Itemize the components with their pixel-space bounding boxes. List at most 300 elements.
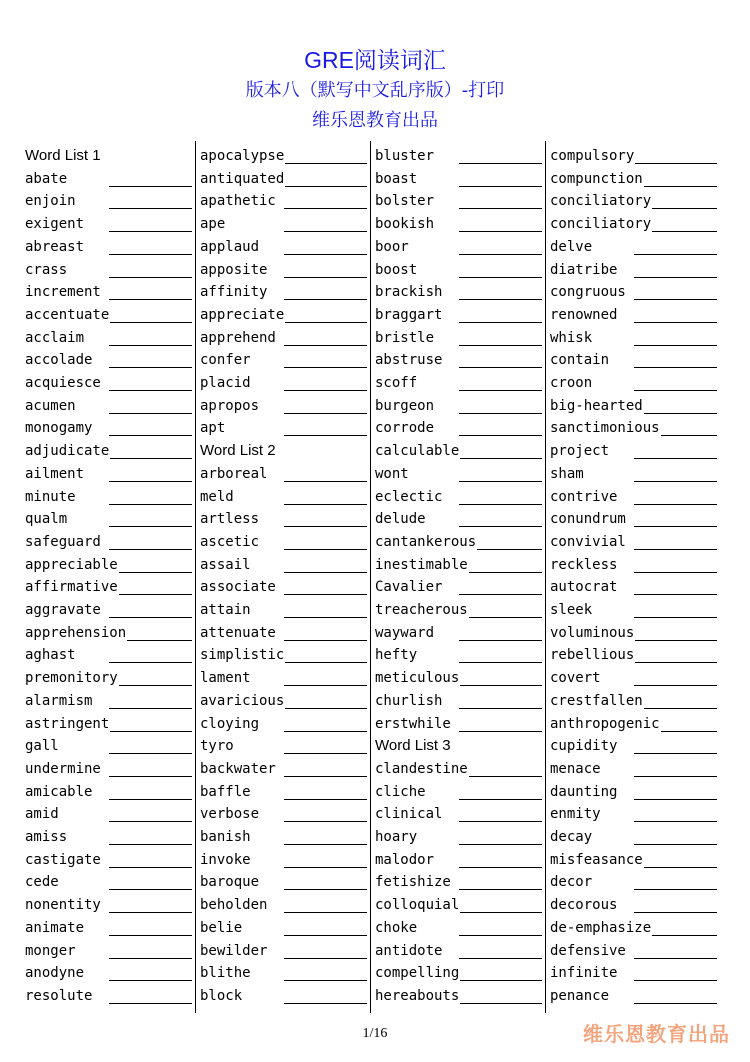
word-row xyxy=(375,849,543,871)
vocab-word: affirmative xyxy=(25,579,118,596)
vocab-word: blithe xyxy=(200,965,251,982)
answer-blank-line xyxy=(634,685,717,686)
answer-blank-line xyxy=(109,254,192,255)
answer-blank-line xyxy=(284,413,367,414)
answer-blank-line xyxy=(284,481,367,482)
answer-blank-line xyxy=(459,662,542,663)
vocab-word: bolster xyxy=(375,193,435,210)
vocab-word: wont xyxy=(375,465,409,482)
answer-blank-line xyxy=(459,208,542,209)
word-row xyxy=(550,190,718,212)
vocab-word: eclectic xyxy=(375,488,443,505)
vocab-word: arboreal xyxy=(200,465,268,482)
answer-blank-line xyxy=(459,776,542,777)
vocab-word: crass xyxy=(25,261,68,278)
word-row xyxy=(375,395,543,417)
answer-blank-line xyxy=(634,367,717,368)
answer-blank-line xyxy=(634,912,717,913)
word-row xyxy=(25,304,193,326)
word-row xyxy=(550,871,718,893)
vocab-word: daunting xyxy=(550,783,618,800)
vocab-word: cede xyxy=(25,874,59,891)
answer-blank-line xyxy=(284,1003,367,1004)
answer-blank-line xyxy=(634,821,717,822)
word-row xyxy=(375,781,543,803)
vocab-word: cloying xyxy=(200,715,260,732)
vocab-word: boast xyxy=(375,170,418,187)
answer-blank-line xyxy=(459,413,542,414)
vocab-word: compunction xyxy=(550,170,643,187)
answer-blank-line xyxy=(634,708,717,709)
word-row xyxy=(375,940,543,962)
answer-blank-line xyxy=(459,254,542,255)
word-column-2 xyxy=(200,145,368,1013)
answer-blank-line xyxy=(459,1003,542,1004)
word-row xyxy=(25,349,193,371)
word-row xyxy=(375,236,543,258)
answer-blank-line xyxy=(459,231,542,232)
vocab-word: decorous xyxy=(550,897,618,914)
answer-blank-line xyxy=(634,958,717,959)
vocab-word: autocrat xyxy=(550,579,618,596)
word-row xyxy=(375,894,543,916)
vocab-word: accolade xyxy=(25,352,93,369)
answer-blank-line xyxy=(284,776,367,777)
word-row xyxy=(200,985,368,1007)
word-row xyxy=(200,463,368,485)
answer-blank-line xyxy=(284,640,367,641)
vocab-word: wayward xyxy=(375,624,435,641)
answer-blank-line xyxy=(284,685,367,686)
word-row xyxy=(550,894,718,916)
word-row xyxy=(375,871,543,893)
word-row xyxy=(375,622,543,644)
word-row xyxy=(375,758,543,780)
answer-blank-line xyxy=(109,481,192,482)
word-row xyxy=(375,168,543,190)
vocab-word: confer xyxy=(200,352,251,369)
word-row xyxy=(25,781,193,803)
word-row xyxy=(25,849,193,871)
answer-blank-line xyxy=(634,980,717,981)
word-row xyxy=(375,440,543,462)
answer-blank-line xyxy=(284,617,367,618)
answer-blank-line xyxy=(634,594,717,595)
answer-blank-line xyxy=(634,413,717,414)
answer-blank-line xyxy=(634,844,717,845)
vocab-word: baroque xyxy=(200,874,260,891)
vocab-word: bewilder xyxy=(200,942,268,959)
word-row xyxy=(375,417,543,439)
answer-blank-line xyxy=(284,322,367,323)
answer-blank-line xyxy=(634,481,717,482)
vocab-word: undermine xyxy=(25,760,101,777)
word-row xyxy=(375,281,543,303)
vocab-word: enmity xyxy=(550,806,601,823)
word-row xyxy=(375,713,543,735)
word-row xyxy=(550,690,718,712)
word-list-heading-label: Word List 3 xyxy=(375,737,451,755)
vocab-word: hoary xyxy=(375,829,418,845)
answer-blank-line xyxy=(284,254,367,255)
vocab-word: croon xyxy=(550,375,593,391)
answer-blank-line xyxy=(634,504,717,505)
answer-blank-line xyxy=(109,980,192,981)
word-row xyxy=(550,508,718,530)
word-row xyxy=(200,554,368,576)
word-row xyxy=(550,463,718,485)
word-row xyxy=(25,463,193,485)
vocab-word: tyro xyxy=(200,738,234,755)
vocab-word: congruous xyxy=(550,284,626,301)
vocab-word: covert xyxy=(550,670,601,687)
vocab-word: whisk xyxy=(550,329,593,346)
vocab-word: Cavalier xyxy=(375,579,443,596)
answer-blank-line xyxy=(109,572,192,573)
answer-blank-line xyxy=(109,186,192,187)
word-row xyxy=(200,622,368,644)
vocab-word: alarmism xyxy=(25,692,93,709)
word-row xyxy=(200,781,368,803)
answer-blank-line xyxy=(109,345,192,346)
vocab-word: colloquial xyxy=(375,897,460,914)
answer-blank-line xyxy=(284,277,367,278)
answer-blank-line xyxy=(109,708,192,709)
word-list-grid xyxy=(25,145,725,1013)
vocab-word: convivial xyxy=(550,533,626,550)
word-row xyxy=(25,894,193,916)
word-row xyxy=(200,758,368,780)
answer-blank-line xyxy=(634,299,717,300)
vocab-word: cantankerous xyxy=(375,533,477,550)
vocab-word: attain xyxy=(200,602,251,618)
answer-blank-line xyxy=(634,345,717,346)
answer-blank-line xyxy=(109,935,192,936)
answer-blank-line xyxy=(634,549,717,550)
answer-blank-line xyxy=(284,163,367,164)
answer-blank-line xyxy=(459,504,542,505)
answer-blank-line xyxy=(459,685,542,686)
vocab-word: penance xyxy=(550,987,610,1004)
answer-blank-line xyxy=(634,572,717,573)
vocab-word: block xyxy=(200,987,243,1004)
word-row xyxy=(200,190,368,212)
word-row xyxy=(25,440,193,462)
word-row xyxy=(200,395,368,417)
word-row xyxy=(25,985,193,1007)
word-row xyxy=(550,803,718,825)
vocab-word: anthropogenic xyxy=(550,715,660,732)
word-row xyxy=(550,417,718,439)
vocab-word: appreciable xyxy=(25,556,118,573)
word-row xyxy=(200,940,368,962)
answer-blank-line xyxy=(109,662,192,663)
vocab-word: premonitory xyxy=(25,670,118,687)
answer-blank-line xyxy=(284,662,367,663)
answer-blank-line xyxy=(284,390,367,391)
vocab-word: rebellious xyxy=(550,647,635,664)
word-row xyxy=(550,758,718,780)
vocab-word: treacherous xyxy=(375,602,468,618)
word-row xyxy=(375,259,543,281)
word-list-heading-label: Word List 2 xyxy=(200,442,276,460)
word-row xyxy=(550,917,718,939)
vocab-word: compulsory xyxy=(550,148,635,164)
answer-blank-line xyxy=(109,844,192,845)
answer-blank-line xyxy=(459,708,542,709)
word-row xyxy=(550,576,718,598)
answer-blank-line xyxy=(284,889,367,890)
word-row xyxy=(200,349,368,371)
vocab-word: baffle xyxy=(200,783,251,800)
vocab-word: voluminous xyxy=(550,624,635,641)
answer-blank-line xyxy=(284,912,367,913)
word-list-heading-label: Word List 1 xyxy=(25,147,101,164)
word-row xyxy=(25,168,193,190)
answer-blank-line xyxy=(109,867,192,868)
vocab-word: clinical xyxy=(375,806,443,823)
word-row xyxy=(25,531,193,553)
answer-blank-line xyxy=(459,299,542,300)
word-row xyxy=(375,554,543,576)
answer-blank-line xyxy=(284,935,367,936)
word-list-heading xyxy=(375,735,543,757)
word-row xyxy=(200,236,368,258)
watermark-logo: 维乐恩教育出品 xyxy=(583,1022,730,1046)
word-row xyxy=(375,213,543,235)
answer-blank-line xyxy=(284,186,367,187)
vocab-word: monogamy xyxy=(25,420,93,437)
vocab-word: meld xyxy=(200,488,234,505)
vocab-word: clandestine xyxy=(375,760,468,777)
answer-blank-line xyxy=(634,186,717,187)
word-row xyxy=(550,531,718,553)
word-row xyxy=(200,849,368,871)
vocab-word: sham xyxy=(550,465,584,482)
answer-blank-line xyxy=(459,572,542,573)
word-row xyxy=(200,168,368,190)
answer-blank-line xyxy=(459,390,542,391)
vocab-word: safeguard xyxy=(25,533,101,550)
vocab-word: boost xyxy=(375,261,418,278)
word-row xyxy=(200,304,368,326)
answer-blank-line xyxy=(109,617,192,618)
answer-blank-line xyxy=(284,821,367,822)
vocab-word: defensive xyxy=(550,942,626,959)
answer-blank-line xyxy=(109,912,192,913)
word-row xyxy=(550,644,718,666)
answer-blank-line xyxy=(109,390,192,391)
answer-blank-line xyxy=(284,504,367,505)
vocab-word: monger xyxy=(25,942,76,959)
answer-blank-line xyxy=(459,844,542,845)
vocab-word: cliche xyxy=(375,783,426,800)
word-row xyxy=(25,962,193,984)
answer-blank-line xyxy=(634,458,717,459)
vocab-word: antidote xyxy=(375,942,443,959)
vocab-word: de-emphasize xyxy=(550,919,652,936)
answer-blank-line xyxy=(284,435,367,436)
word-row xyxy=(25,554,193,576)
vocab-word: infinite xyxy=(550,965,618,982)
word-row xyxy=(25,417,193,439)
word-row xyxy=(375,304,543,326)
page-header xyxy=(0,46,750,132)
vocab-word: ascetic xyxy=(200,533,260,550)
vocab-word: assail xyxy=(200,556,251,573)
vocab-word: decor xyxy=(550,874,593,891)
word-row xyxy=(25,735,193,757)
vocab-word: meticulous xyxy=(375,670,460,687)
answer-blank-line xyxy=(459,799,542,800)
vocab-word: abreast xyxy=(25,238,85,255)
vocab-word: cupidity xyxy=(550,738,618,755)
vocab-word: ape xyxy=(200,216,226,233)
word-row xyxy=(200,213,368,235)
word-row xyxy=(375,190,543,212)
answer-blank-line xyxy=(634,390,717,391)
answer-blank-line xyxy=(459,594,542,595)
word-list-heading xyxy=(200,440,368,462)
word-row xyxy=(550,940,718,962)
word-row xyxy=(200,803,368,825)
answer-blank-line xyxy=(459,912,542,913)
vocab-word: apathetic xyxy=(200,193,276,210)
word-row xyxy=(25,826,193,848)
vocab-word: affinity xyxy=(200,284,268,301)
vocab-word: qualm xyxy=(25,511,68,528)
word-row xyxy=(550,599,718,621)
vocab-word: decay xyxy=(550,829,593,845)
answer-blank-line xyxy=(634,163,717,164)
answer-blank-line xyxy=(284,526,367,527)
answer-blank-line xyxy=(459,367,542,368)
vocab-word: apocalypse xyxy=(200,148,285,164)
word-row xyxy=(550,349,718,371)
vocab-word: misfeasance xyxy=(550,851,643,868)
vocab-word: aggravate xyxy=(25,602,101,618)
word-row xyxy=(550,849,718,871)
word-row xyxy=(25,599,193,621)
answer-blank-line xyxy=(459,617,542,618)
answer-blank-line xyxy=(459,958,542,959)
word-row xyxy=(25,213,193,235)
word-row xyxy=(200,667,368,689)
vocab-word: acumen xyxy=(25,397,76,414)
column-divider xyxy=(195,141,196,1013)
vocab-word: erstwhile xyxy=(375,715,451,732)
answer-blank-line xyxy=(284,594,367,595)
vocab-word: delude xyxy=(375,511,426,528)
answer-blank-line xyxy=(284,549,367,550)
vocab-word: churlish xyxy=(375,692,443,709)
vocab-word: big-hearted xyxy=(550,397,643,414)
vocab-word: anodyne xyxy=(25,965,85,982)
word-column-1 xyxy=(25,145,193,1013)
vocab-word: nonentity xyxy=(25,897,101,914)
answer-blank-line xyxy=(459,526,542,527)
vocab-word: associate xyxy=(200,579,276,596)
answer-blank-line xyxy=(284,231,367,232)
vocab-word: brackish xyxy=(375,284,443,301)
answer-blank-line xyxy=(459,980,542,981)
word-row xyxy=(25,803,193,825)
word-row xyxy=(25,690,193,712)
answer-blank-line xyxy=(109,685,192,686)
word-row xyxy=(200,690,368,712)
vocab-word: adjudicate xyxy=(25,443,110,460)
answer-blank-line xyxy=(459,163,542,164)
vocab-word: scoff xyxy=(375,375,418,391)
vocab-word: aghast xyxy=(25,647,76,664)
vocab-word: sleek xyxy=(550,602,593,618)
answer-blank-line xyxy=(634,322,717,323)
answer-blank-line xyxy=(109,821,192,822)
vocab-word: apropos xyxy=(200,397,260,414)
answer-blank-line xyxy=(109,958,192,959)
answer-blank-line xyxy=(634,662,717,663)
word-row xyxy=(25,758,193,780)
word-row xyxy=(550,826,718,848)
answer-blank-line xyxy=(459,821,542,822)
vocab-word: boor xyxy=(375,238,409,255)
vocab-word: calculable xyxy=(375,443,460,460)
document-title: GRE阅读词汇 xyxy=(304,47,446,73)
word-row xyxy=(200,508,368,530)
vocab-word: acquiesce xyxy=(25,375,101,391)
vocab-word: castigate xyxy=(25,851,101,868)
word-row xyxy=(200,894,368,916)
vocab-word: inestimable xyxy=(375,556,468,573)
word-row xyxy=(375,463,543,485)
vocab-word: bluster xyxy=(375,148,435,164)
word-row xyxy=(25,667,193,689)
answer-blank-line xyxy=(459,345,542,346)
vocab-word: ailment xyxy=(25,465,85,482)
word-row xyxy=(200,713,368,735)
word-row xyxy=(200,576,368,598)
answer-blank-line xyxy=(459,640,542,641)
vocab-word: applaud xyxy=(200,238,260,255)
answer-blank-line xyxy=(109,549,192,550)
answer-blank-line xyxy=(109,776,192,777)
word-row xyxy=(375,372,543,394)
vocab-word: beholden xyxy=(200,897,268,914)
vocab-word: appreciate xyxy=(200,306,285,323)
vocab-word: bookish xyxy=(375,216,435,233)
word-row xyxy=(550,713,718,735)
answer-blank-line xyxy=(284,208,367,209)
word-row xyxy=(550,213,718,235)
answer-blank-line xyxy=(634,277,717,278)
vocab-word: exigent xyxy=(25,216,85,233)
word-row xyxy=(200,871,368,893)
word-row xyxy=(200,486,368,508)
answer-blank-line xyxy=(284,958,367,959)
word-row xyxy=(550,281,718,303)
word-row xyxy=(550,554,718,576)
answer-blank-line xyxy=(634,254,717,255)
vocab-word: astringent xyxy=(25,715,110,732)
vocab-word: acclaim xyxy=(25,329,85,346)
word-row xyxy=(25,395,193,417)
word-row xyxy=(550,735,718,757)
vocab-word: accentuate xyxy=(25,306,110,323)
vocab-word: gall xyxy=(25,738,59,755)
word-row xyxy=(375,508,543,530)
word-row xyxy=(200,327,368,349)
vocab-word: sanctimonious xyxy=(550,420,660,437)
